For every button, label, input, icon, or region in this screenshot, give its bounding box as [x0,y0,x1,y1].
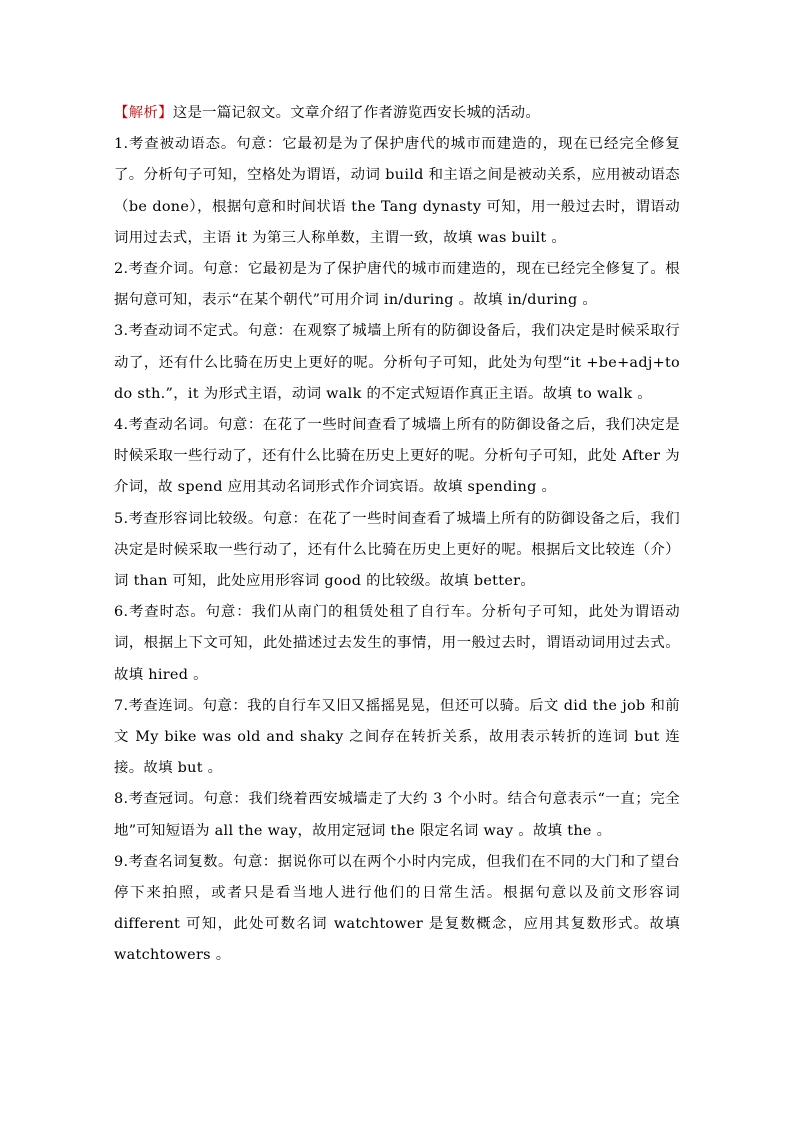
analysis-item-7: 7.考查连词。句意：我的自行车又旧又摇摇晃晃，但还可以骑。后文 did the job 和前文 My bike was old and shaky 之间存在转折关系，故用表示转折的连词 but 连接。故填 but 。 [114,697,680,777]
analysis-item-6: 6.考查时态。句意：我们从南门的租赁处租了自行车。分析句子可知，此处为谓语动词，根据上下文可知，此处描述过去发生的事情，用一般过去时，谓语动词用过去式。故填 hired 。 [114,604,680,683]
analysis-item-2: 2.考查介词。句意：它最初是为了保护唐代的城市而建造的，现在已经完全修复了。根据句意可知，表示“在某个朝代”可用介词 in/during 。故填 in/during 。 [114,261,680,309]
analysis-item-5: 5.考查形容词比较级。句意：在花了一些时间查看了城墙上所有的防御设备之后，我们决定是时候采取一些行动了，还有什么比骑在历史上更好的呢。根据后文比较连（介）词 than 可知，此处应用形容词 good 的比较级。故填 better。 [114,510,680,590]
analysis-item-8: 8.考查冠词。句意：我们绕着西安城墙走了大约 3 个小时。结合句意表示“一直；完全地”可知短语为 all the way，故用定冠词 the 限定名词 way 。故填 the 。 [114,791,680,839]
analysis-item-9: 9.考查名词复数。句意：据说你可以在两个小时内完成，但我们在不同的大门和了望台停下来拍照，或者只是看当地人进行他们的日常生活。根据句意以及前文形容词 different 可知，此处可数名词 watchtower 是复数概念，应用其复数形式。故填 watchtowers 。 [114,853,680,964]
analysis-item-3: 3.考查动词不定式。句意：在观察了城墙上所有的防御设备后，我们决定是时候采取行动了，还有什么比骑在历史上更好的呢。分析句子可知，此处为句型“it +be+adj+to do sth.”，it 为形式主语，动词 walk 的不定式短语作真正主语。故填 to walk 。 [114,323,680,402]
analysis-label: 【解析】 [114,105,173,121]
analysis-item-4: 4.考查动名词。句意：在花了一些时间查看了城墙上所有的防御设备之后，我们决定是时候采取一些行动了，还有什么比骑在历史上更好的呢。分析句子可知，此处 After 为介词，故 spend 应用其动名词形式作介词宾语。故填 spending 。 [114,417,680,496]
analysis-header [114,98,680,129]
analysis-item-1: 1.考查被动语态。句意：它最初是为了保护唐代的城市而建造的，现在已经完全修复了。分析句子可知，空格处为谓语，动词 build 和主语之间是被动关系，应用被动语态（be done），根据句意和时间状语 the Tang dynasty 可知，用一般过去时，谓语动词用过去式，主语 it 为第三人称单数，主谓一致，故填 was built 。 [114,136,680,246]
analysis-summary: 这是一篇记叙文。文章介绍了作者游览西安长城的活动。 [172,105,541,121]
analysis-document [114,98,680,972]
